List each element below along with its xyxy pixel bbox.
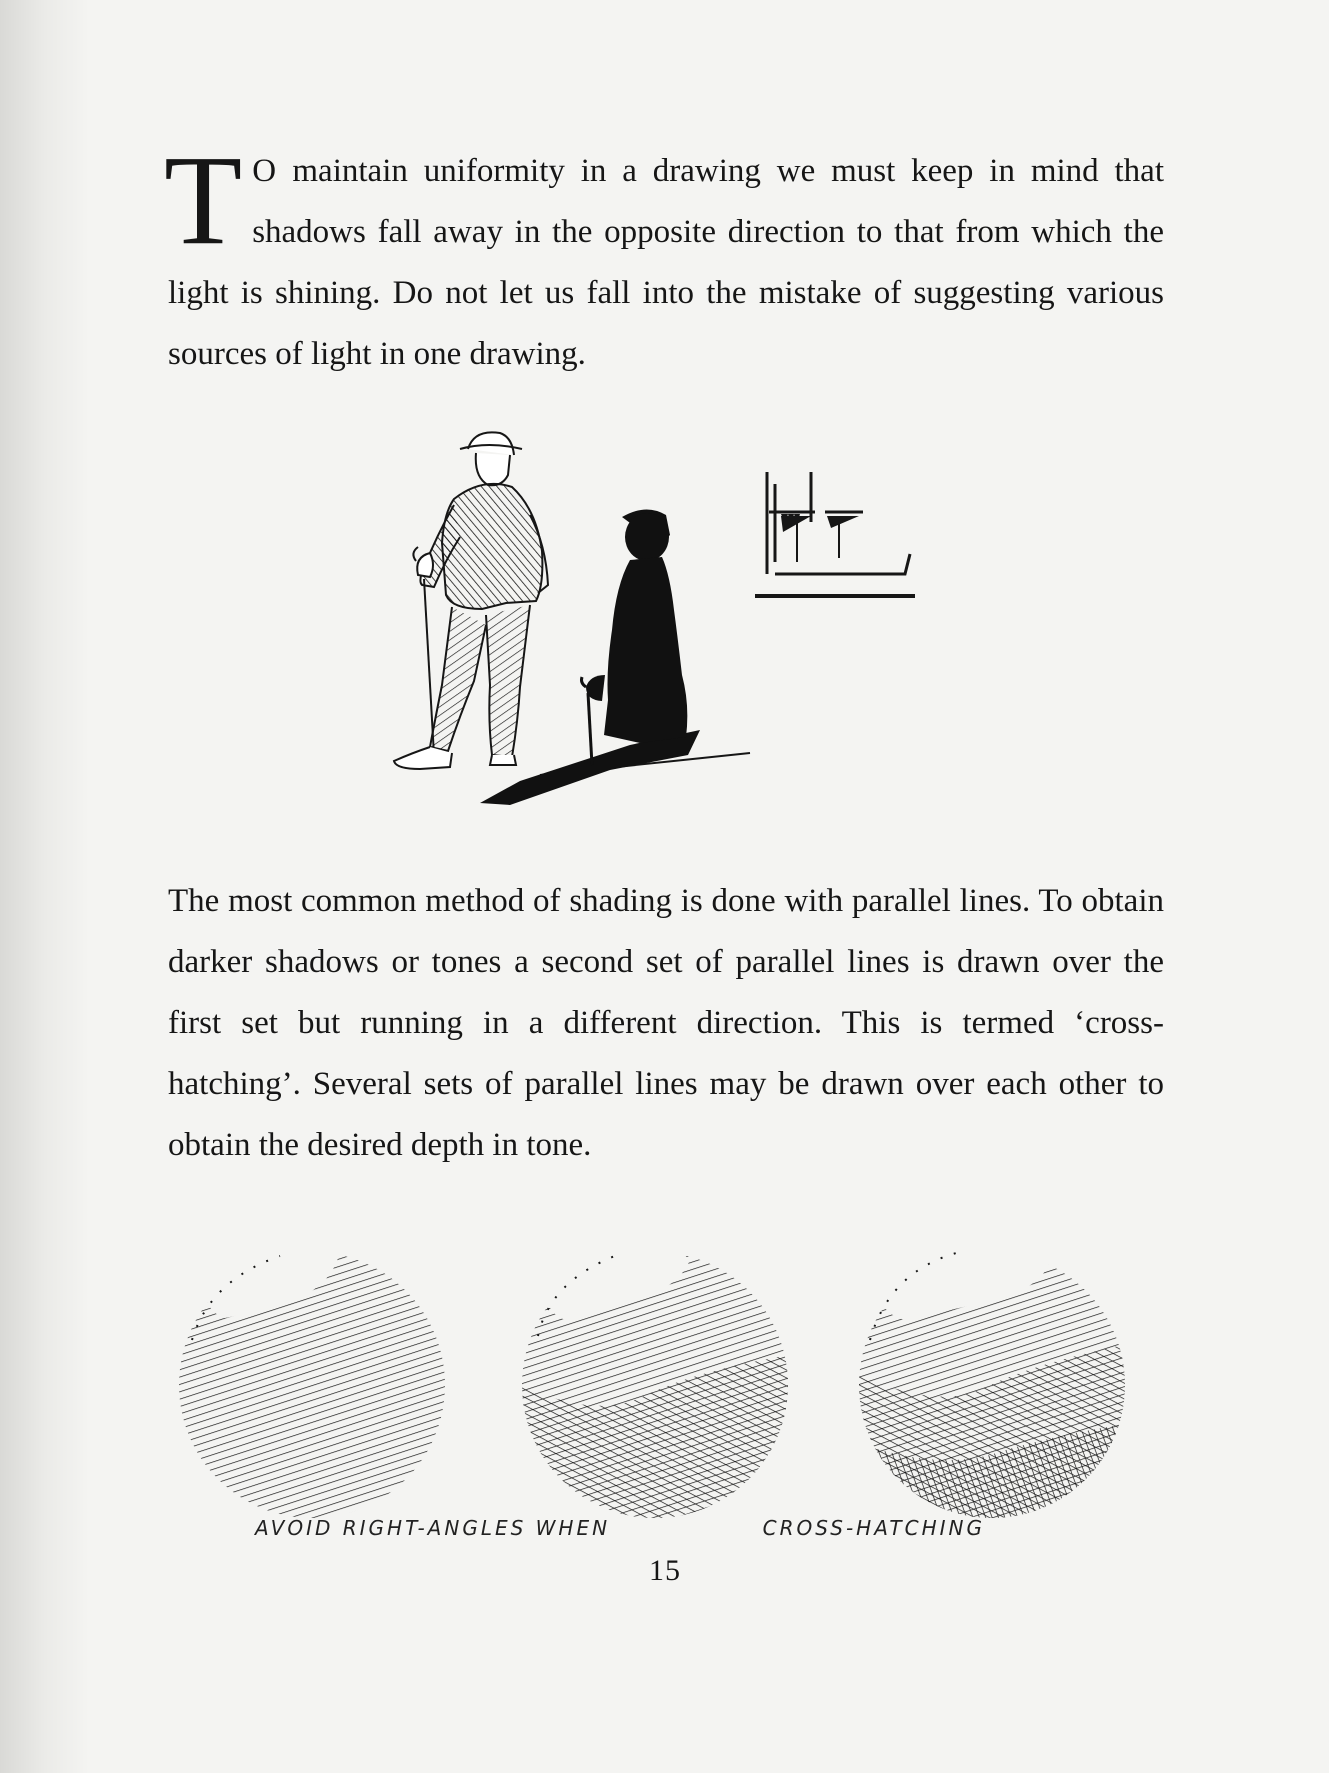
caption-part1: AVOID RIGHT-ANGLES WHEN: [255, 1516, 611, 1540]
page-number: 15: [649, 1554, 681, 1587]
man-figure: [394, 432, 548, 769]
drop-cap: T: [164, 129, 243, 271]
paragraph-shadow-direction: [164, 129, 1164, 385]
illustration-caption: [255, 1516, 985, 1540]
sphere-single-hatch: [170, 1240, 470, 1540]
window-sketch-illustration: [755, 462, 935, 612]
paragraph1-text: maintain uniformity in a drawing we must keep in mind that shadows fall away in the opposite direction to that from which the light is shining. Do not let us fall into the mistake of suggesting various sources of light in one drawing.: [168, 153, 1164, 372]
hatched-spheres-illustration: [170, 1240, 1150, 1520]
paragraph-cross-hatching: The most common method of shading is done with parallel lines. To obtain darker shadows or tones a second set of parallel lines is drawn over the first set but running in a different direction. This is termed ‘cross-hatching’. Several sets of parallel lines may be drawn over each other to obtain the desired depth in tone.: [168, 883, 1164, 1163]
page-gutter-shadow: [0, 0, 90, 1773]
caption-part2: CROSS-HATCHING: [762, 1516, 985, 1540]
sphere-triple-hatch: [850, 1240, 1150, 1540]
drop-cap-lead: O: [252, 153, 277, 189]
man-with-shadow-illustration: [390, 425, 770, 825]
sphere-double-hatch: [470, 1240, 870, 1540]
cast-shadow-figure: [582, 509, 688, 765]
